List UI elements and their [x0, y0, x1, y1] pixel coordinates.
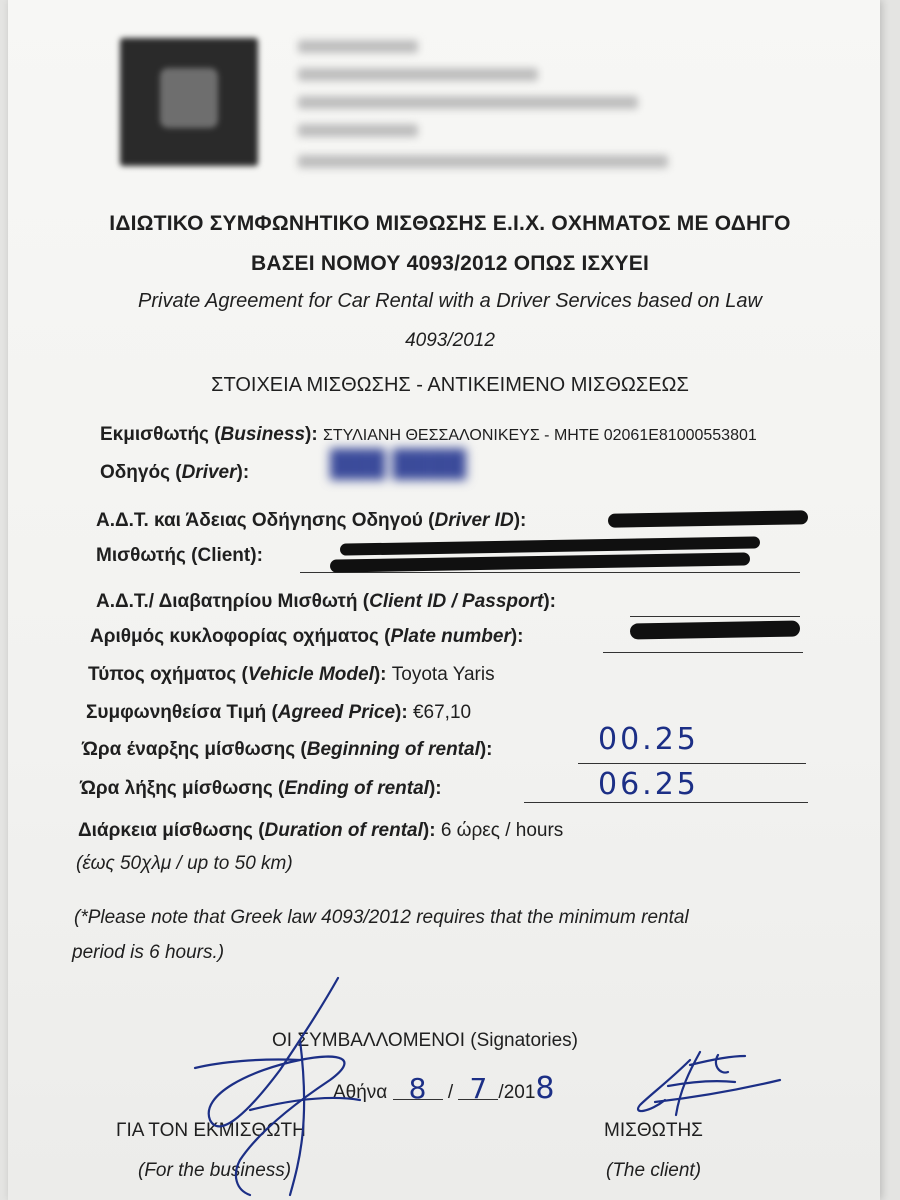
- client-signatory-label: ΜΙΣΘΩΤΗΣ: [604, 1120, 703, 1141]
- price-value: €67,10: [412, 702, 472, 723]
- client-signatory-label-en: (The client): [606, 1160, 702, 1181]
- begin-field: Ώρα έναρξης μίσθωσης (Beginning of rental):: [82, 739, 493, 760]
- date-month: 7: [458, 1079, 498, 1100]
- signatories-heading: ΟΙ ΣΥΜΒΑΛΛΟΜΕΝΟΙ (Signatories): [272, 1030, 578, 1051]
- client-signature: [638, 1052, 780, 1115]
- title-line-1: ΙΔΙΩΤΙΚΟ ΣΥΜΦΩΝΗΤΙΚΟ ΜΙΣΘΩΣΗΣ Ε.Ι.Χ. ΟΧΗΜΑΤΟΣ ΜΕ ΟΔΗΓΟ: [109, 212, 791, 235]
- business-field: Εκμισθωτής (Business): ΣΤΥΛΙΑΝΗ ΘΕΣΣΑΛΟΝΙΚΕΥΣ - ΜΗΤΕ 02061Ε81000553801: [100, 424, 757, 445]
- end-value-handwritten: 06.25: [598, 767, 699, 802]
- business-signature: [195, 978, 360, 1195]
- begin-value-handwritten: 00.25: [598, 722, 699, 757]
- client-id-field: Α.Δ.Τ./ Διαβατηρίου Μισθωτή (Client ID / Passport):: [96, 591, 556, 612]
- driver-field: Οδηγός (Driver):: [100, 462, 250, 483]
- km-limit-note: (έως 50χλμ / up to 50 km): [76, 853, 293, 874]
- section-heading: ΣΤΟΙΧΕΙΑ ΜΙΣΘΩΣΗΣ - ΑΝΤΙΚΕΙΜΕΝΟ ΜΙΣΘΩΣΕΩΣ: [211, 374, 689, 396]
- subtitle-line-1: Private Agreement for Car Rental with a Driver Services based on Law: [138, 290, 762, 312]
- driver-id-field: Α.Δ.Τ. και Άδειας Οδήγησης Οδηγού (Driver ID):: [96, 510, 527, 531]
- date-line: Αθήνα 8 / 7 /2018: [333, 1071, 555, 1106]
- business-value: ΣΤΥΛΙΑΝΗ ΘΕΣΣΑΛΟΝΙΚΕΥΣ - ΜΗΤΕ 02061Ε81000553801: [322, 427, 757, 444]
- date-year-handwritten: 8: [535, 1071, 555, 1106]
- duration-value: 6 ώρες / hours: [440, 820, 564, 841]
- date-day: 8: [393, 1079, 443, 1100]
- vehicle-field: Τύπος οχήματος (Vehicle Model): Toyota Yaris: [88, 664, 495, 685]
- place-label: Αθήνα: [333, 1082, 388, 1103]
- law-note-line-1: (*Please note that Greek law 4093/2012 requires that the minimum rental: [74, 907, 689, 928]
- driver-name-blurred: ███ ████: [330, 448, 467, 478]
- duration-field: Διάρκεια μίσθωσης (Duration of rental): 6 ώρες / hours: [78, 820, 564, 841]
- price-field: Συμφωνηθείσα Τιμή (Agreed Price): €67,10: [86, 702, 472, 723]
- end-field: Ώρα λήξης μίσθωσης (Ending of rental):: [80, 778, 442, 799]
- vehicle-value: Toyota Yaris: [391, 664, 495, 685]
- law-note-line-2: period is 6 hours.): [72, 942, 225, 963]
- business-signatory-label-en: (For the business): [138, 1160, 292, 1181]
- subtitle-line-2: 4093/2012: [405, 330, 495, 351]
- title-line-2: ΒΑΣΕΙ ΝΟΜΟΥ 4093/2012 ΟΠΩΣ ΙΣΧΥΕΙ: [251, 252, 649, 275]
- date-year: 201: [503, 1082, 536, 1103]
- plate-field: Αριθμός κυκλοφορίας οχήματος (Plate number):: [90, 626, 524, 647]
- business-signatory-label: ΓΙΑ ΤΟΝ ΕΚΜΙΣΘΩΤΗ: [116, 1120, 306, 1141]
- client-label: Μισθωτής (Client):: [96, 545, 263, 566]
